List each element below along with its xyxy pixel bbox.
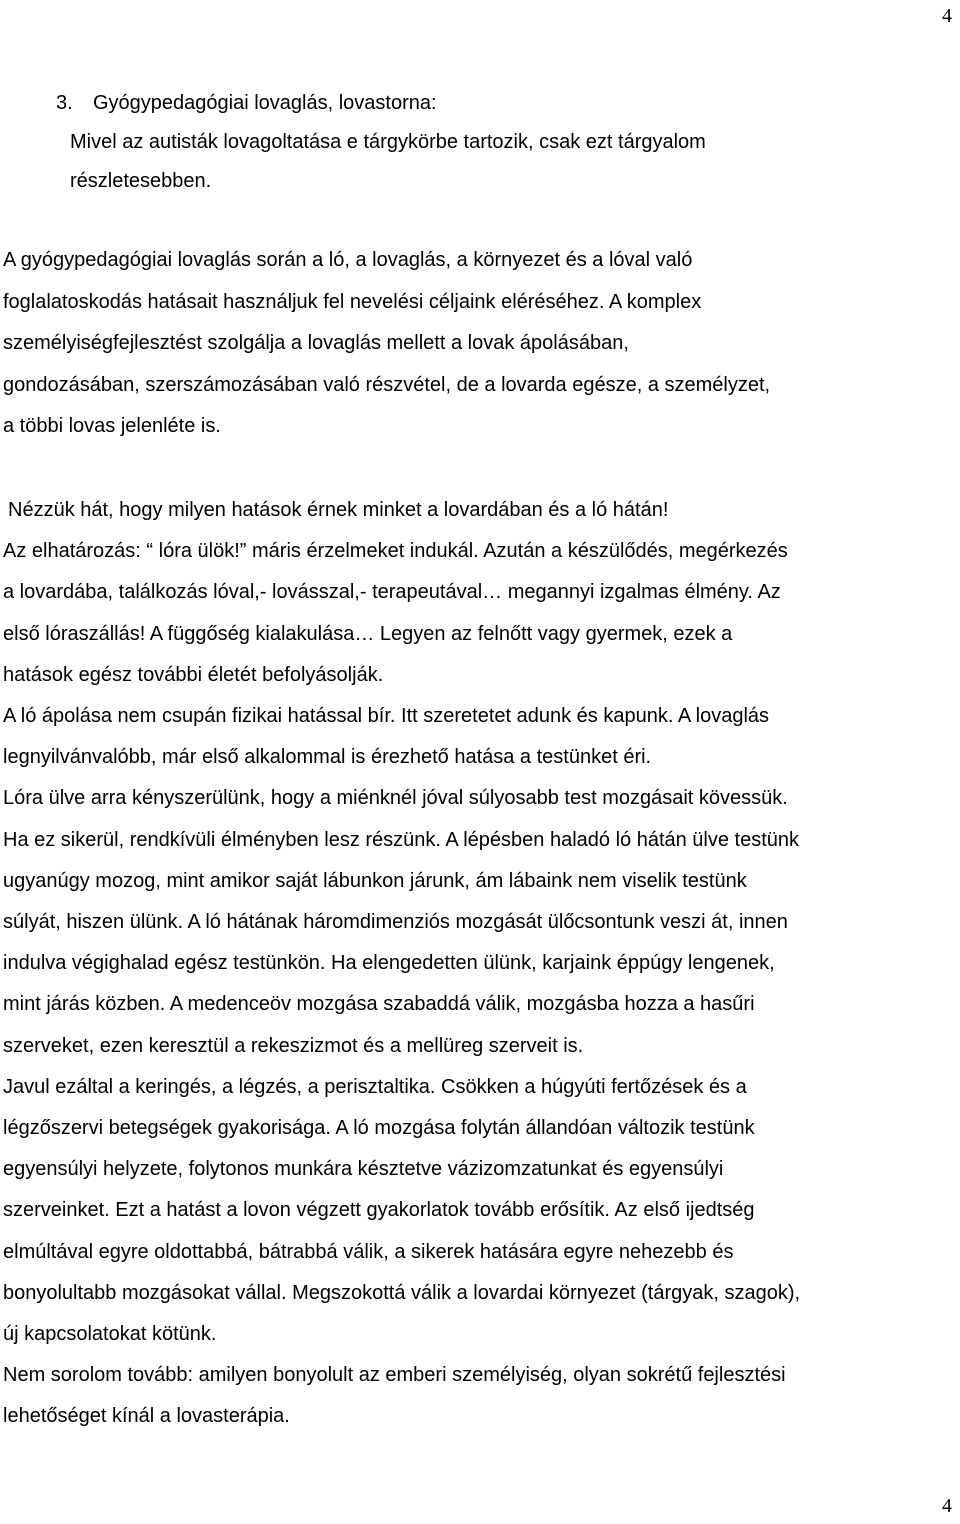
text-line: szerveket, ezen keresztül a rekeszizmot és a mellüreg szerveit is. (3, 1034, 584, 1057)
page-number-top: 4 (942, 5, 952, 27)
section-intro (70, 123, 706, 201)
text-line: bonyolultabb mozgásokat vállal. Megszokottá válik a lovardai környezet (tárgyak, szagok), (3, 1281, 801, 1304)
text-line: Nem sorolom tovább: amilyen bonyolult az emberi személyiség, olyan sokrétű fejlesztési (3, 1364, 786, 1387)
text-line: új kapcsolatokat kötünk. (3, 1323, 217, 1346)
text-line: indulva végighalad egész testünkön. Ha elengedetten ülünk, karjaink éppúgy lengenek, (3, 952, 775, 975)
section-heading (56, 84, 437, 123)
text-line: gondozásában, szerszámozásában való részvétel, de a lovarda egésze, a személyzet, (3, 373, 771, 396)
text-line: első lóraszállás! A függőség kialakulása… Legyen az felnőtt vagy gyermek, ezek a (3, 622, 733, 645)
text-line: Javul ezáltal a keringés, a légzés, a perisztaltika. Csökken a húgyúti fertőzések és a (3, 1075, 747, 1098)
section-intro-line: részletesebben. (70, 170, 212, 192)
paragraph-intro (3, 240, 953, 448)
text-line: személyiségfejlesztést szolgálja a lovaglás mellett a lovak ápolásában, (3, 332, 629, 354)
text-line: Lóra ülve arra kényszerülünk, hogy a miénknél jóval súlyosabb test mozgásait kövessük. (3, 787, 788, 810)
text-line: a lovardába, találkozás lóval,- lovásszal,- terapeutával… megannyi izgalmas élmény. Az (3, 581, 781, 604)
text-line: Ha ez sikerül, rendkívüli élményben lesz részünk. A lépésben haladó ló hátán ülve testünk (3, 828, 800, 851)
text-line: A ló ápolása nem csupán fizikai hatással bír. Itt szeretetet adunk és kapunk. A lovaglás (3, 705, 770, 728)
text-line: foglalatoskodás hatásait használjuk fel nevelési céljaink eléréséhez. A komplex (3, 290, 702, 313)
text-line: elmúltával egyre oldottabbá, bátrabbá válik, a sikerek hatására egyre nehezebb és (3, 1240, 734, 1263)
section-intro-line: Mivel az autisták lovagoltatása e tárgykörbe tartozik, csak ezt tárgyalom (70, 131, 706, 153)
text-line: Nézzük hát, hogy milyen hatások érnek minket a lovardában és a ló hátán! (8, 499, 669, 521)
text-line: Az elhatározás: “ lóra ülök!” máris érzelmeket indukál. Azután a készülődés, megérkezés (3, 540, 788, 563)
text-line: hatások egész további életét befolyásolják. (3, 663, 384, 686)
paragraph-effects (3, 490, 953, 1438)
text-line: ugyanúgy mozog, mint amikor saját lábunkon járunk, ám lábaink nem viselik testünk (3, 869, 747, 892)
text-line: a többi lovas jelenléte is. (3, 415, 221, 437)
section-title: Gyógypedagógiai lovaglás, lovastorna: (93, 92, 437, 114)
page-number-bottom: 4 (942, 1495, 952, 1517)
text-line: súlyát, hiszen ülünk. A ló hátának háromdimenziós mozgását ülőcsontunk veszi át, innen (3, 911, 788, 934)
text-line: legnyilvánvalóbb, már első alkalommal is érezhető hatása a testünket éri. (3, 746, 652, 769)
text-line: légzőszervi betegségek gyakorisága. A ló mozgása folytán állandóan változik testünk (3, 1117, 755, 1140)
text-line: szerveinket. Ezt a hatást a lovon végzett gyakorlatok tovább erősítik. Az első ijedtség (3, 1199, 755, 1222)
section-number: 3. (56, 92, 73, 114)
text-line: mint járás közben. A medenceöv mozgása szabaddá válik, mozgásba hozza a hasűri (3, 993, 755, 1016)
text-line: lehetőséget kínál a lovasterápia. (3, 1405, 290, 1428)
text-line: egyensúlyi helyzete, folytonos munkára késztetve vázizomzatunkat és egyensúlyi (3, 1158, 724, 1181)
text-line: A gyógypedagógiai lovaglás során a ló, a lovaglás, a környezet és a lóval való (3, 249, 693, 271)
